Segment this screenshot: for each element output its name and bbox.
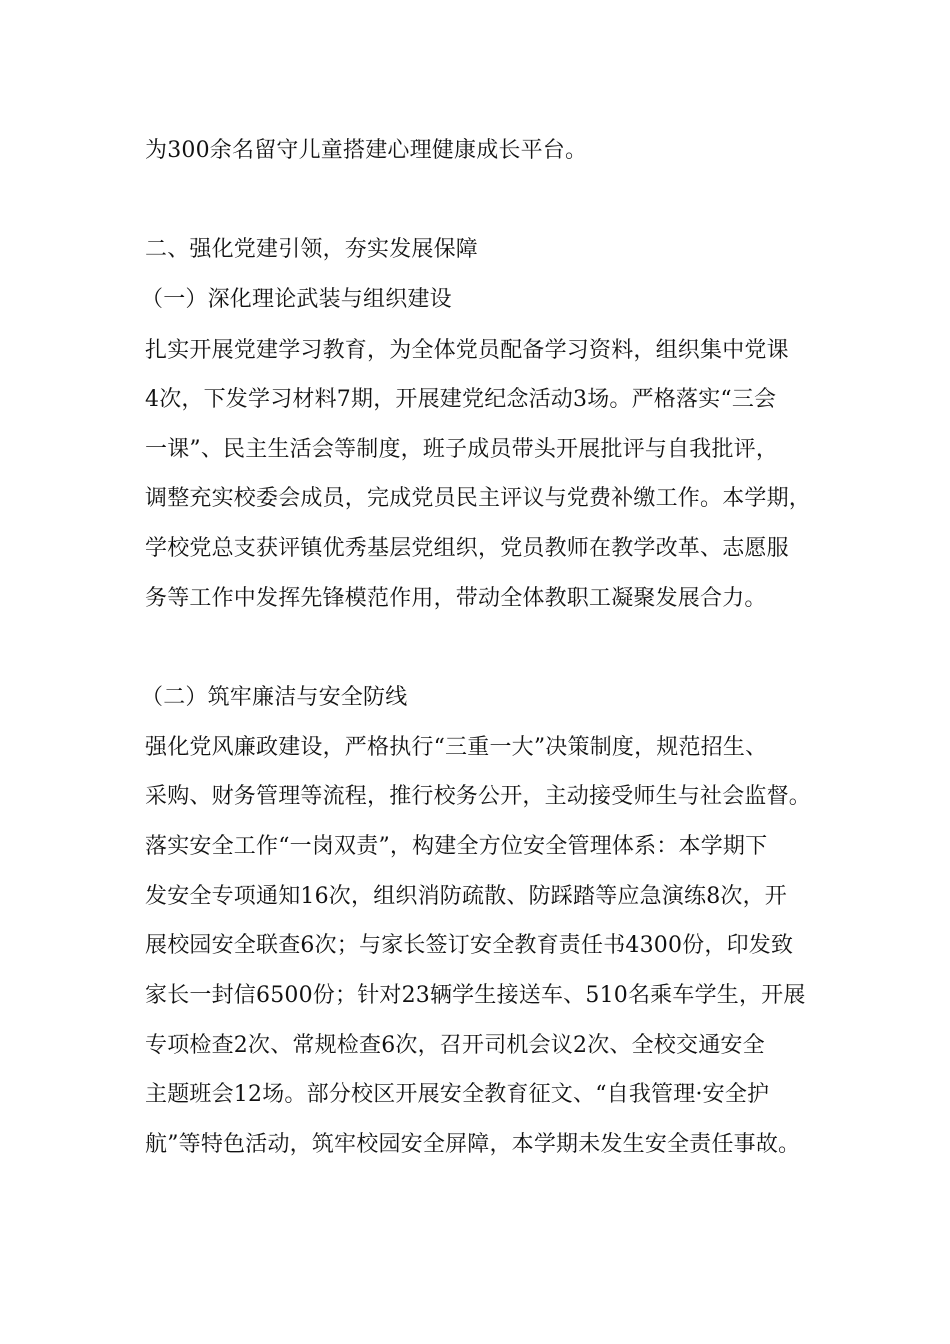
paragraph-line: 学校党总支获评镇优秀基层党组织，党员教师在教学改革、志愿服 [145,536,789,561]
paragraph-line: 专项检查2次、常规检查6次，召开司机会议2次、全校交通安全 [145,1033,765,1058]
paragraph-line: 家长一封信6500份；针对23辆学生接送车、510名乘车学生，开展 [145,983,806,1008]
paragraph-line: 航”等特色活动，筑牢校园安全屏障，本学期未发生安全责任事故。 [145,1132,801,1157]
subsection-heading: （一）深化理论武装与组织建设 [141,287,452,312]
paragraph-line: 4次，下发学习材料7期，开展建党纪念活动3场。严格落实“三会 [145,387,777,412]
paragraph-line: 务等工作中发挥先锋模范作用，带动全体教职工凝聚发展合力。 [145,586,767,611]
paragraph-line: 采购、财务管理等流程，推行校务公开，主动接受师生与社会监督。 [145,784,812,809]
paragraph-line: 发安全专项通知16次，组织消防疏散、防踩踏等应急演练8次，开 [145,884,787,909]
paragraph-line: 落实安全工作“一岗双责”，构建全方位安全管理体系：本学期下 [145,834,768,859]
paragraph-line: 强化党风廉政建设，严格执行“三重一大”决策制度，规范招生、 [145,735,768,760]
subsection-heading: （二）筑牢廉洁与安全防线 [141,685,408,710]
paragraph-line: 一课”、民主生活会等制度，班子成员带头开展批评与自我批评， [145,437,779,462]
paragraph-line: 主题班会12场。部分校区开展安全教育征文、“自我管理·安全护 [145,1082,770,1107]
paragraph-line: 扎实开展党建学习教育，为全体党员配备学习资料，组织集中党课 [145,338,789,363]
paragraph-line: 调整充实校委会成员，完成党员民主评议与党费补缴工作。本学期， [145,486,812,511]
paragraph-line: 展校园安全联查6次；与家长签订安全教育责任书4300份，印发致 [145,933,794,958]
section-heading: 二、强化党建引领，夯实发展保障 [145,237,479,262]
paragraph-line: 为300余名留守儿童搭建心理健康成长平台。 [145,138,588,163]
